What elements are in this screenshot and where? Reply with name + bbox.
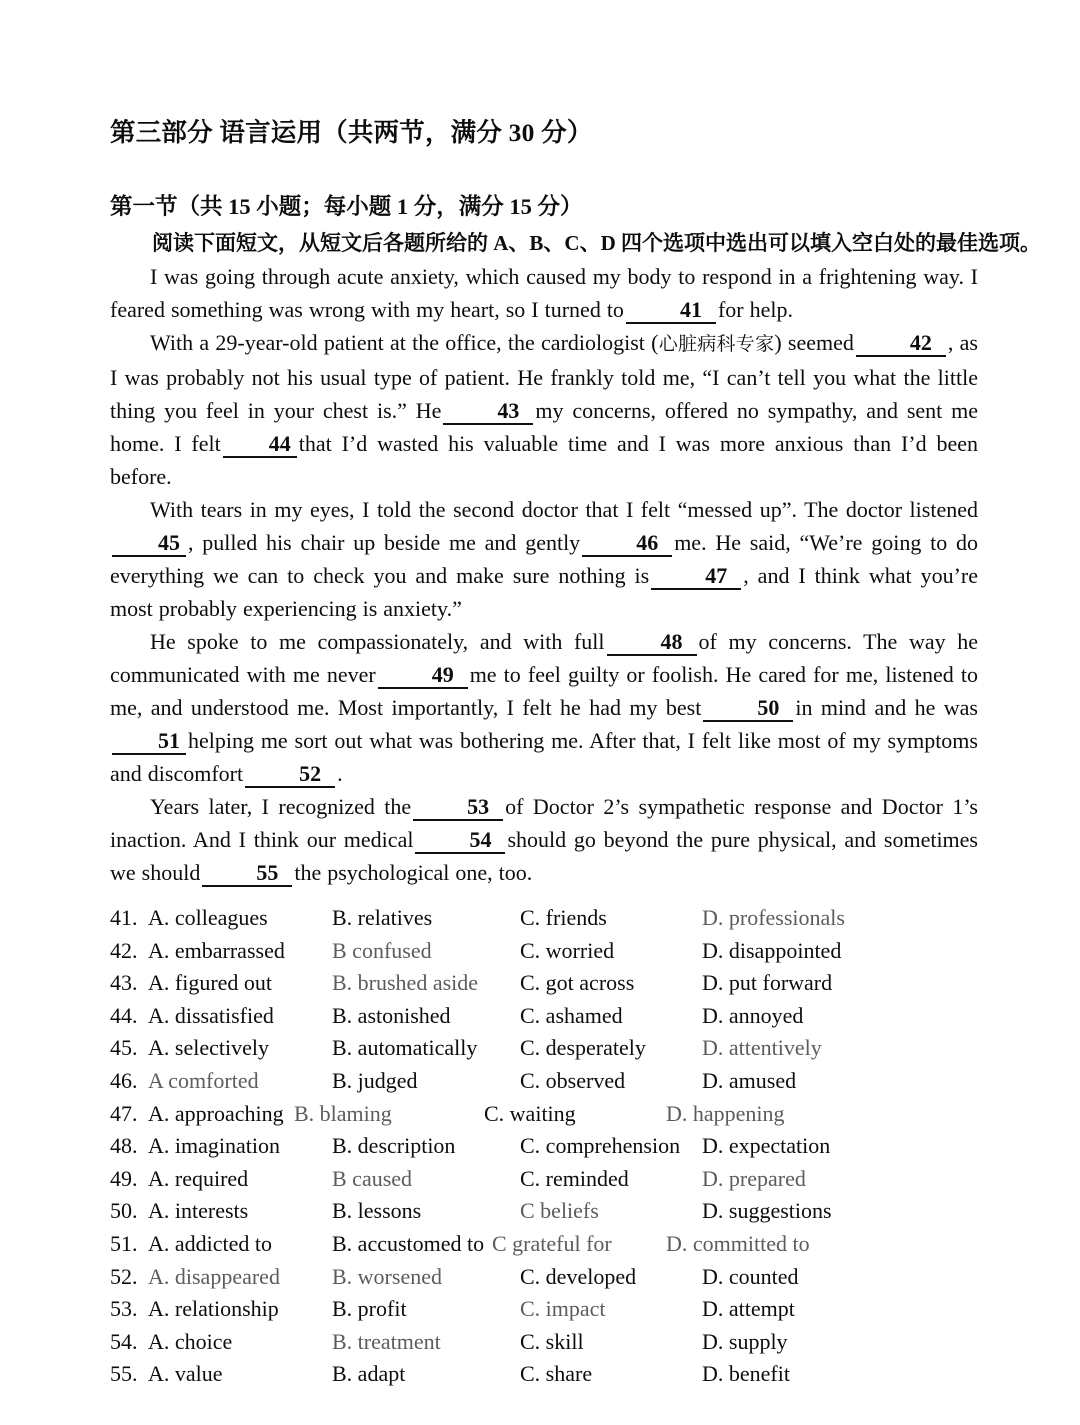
option-row bbox=[110, 1358, 978, 1391]
p2-text-d: my concerns, offered no sympathy, and sent me home. I felt bbox=[110, 398, 978, 457]
page-content bbox=[110, 118, 1041, 1391]
blank-42[interactable]: 42 bbox=[856, 331, 946, 357]
option-choice-a[interactable]: A. value bbox=[148, 1361, 223, 1387]
option-choice-a[interactable]: A. colleagues bbox=[148, 905, 268, 931]
option-choice-b[interactable]: B. adapt bbox=[332, 1361, 406, 1387]
option-number: 44. bbox=[110, 1002, 138, 1028]
blank-55[interactable]: 55 bbox=[202, 861, 292, 887]
option-choice-a[interactable]: A. disappeared bbox=[148, 1263, 280, 1289]
option-row bbox=[110, 902, 978, 935]
option-number: 51. bbox=[110, 1230, 138, 1256]
option-choice-a[interactable]: A. interests bbox=[148, 1198, 249, 1224]
option-choice-d[interactable]: D. benefit bbox=[702, 1361, 790, 1387]
option-row bbox=[110, 1098, 978, 1131]
option-choice-b[interactable]: B. blaming bbox=[294, 1100, 392, 1126]
option-number: 55. bbox=[110, 1361, 138, 1387]
option-choice-c[interactable]: C beliefs bbox=[520, 1198, 599, 1224]
option-row bbox=[110, 1130, 978, 1163]
option-choice-b[interactable]: B confused bbox=[332, 937, 432, 963]
option-choice-b[interactable]: B. accustomed to bbox=[332, 1230, 485, 1256]
option-choice-c[interactable]: C. share bbox=[520, 1361, 593, 1387]
option-choice-b[interactable]: B. astonished bbox=[332, 1002, 451, 1028]
option-choice-b[interactable]: B caused bbox=[332, 1165, 413, 1191]
option-choice-a[interactable]: A. approaching bbox=[148, 1100, 284, 1126]
option-number: 52. bbox=[110, 1263, 138, 1289]
options-list bbox=[110, 902, 978, 1391]
blank-41[interactable]: 41 bbox=[626, 298, 716, 324]
passage-paragraph-2 bbox=[110, 326, 978, 493]
option-choice-c[interactable]: C. impact bbox=[520, 1296, 606, 1322]
option-choice-d[interactable]: D. amused bbox=[702, 1068, 797, 1093]
option-choice-d[interactable]: D. supply bbox=[702, 1328, 788, 1354]
option-choice-a[interactable]: A comforted bbox=[148, 1068, 259, 1093]
option-choice-a[interactable]: A. choice bbox=[148, 1328, 233, 1354]
option-number: 49. bbox=[110, 1165, 138, 1191]
option-choice-c[interactable]: C. observed bbox=[520, 1068, 626, 1093]
option-choice-a[interactable]: A. required bbox=[148, 1165, 249, 1191]
option-number: 41. bbox=[110, 905, 138, 931]
option-choice-c[interactable]: C. friends bbox=[520, 905, 607, 931]
option-row bbox=[110, 1032, 978, 1065]
option-choice-a[interactable]: A. addicted to bbox=[148, 1230, 273, 1256]
p1-text-b: for help. bbox=[717, 297, 793, 323]
option-choice-a[interactable]: A. selectively bbox=[148, 1035, 269, 1061]
option-choice-d[interactable]: D. annoyed bbox=[702, 1002, 804, 1028]
option-choice-d[interactable]: D. put forward bbox=[702, 970, 833, 996]
p2-text-e: that I’d wasted his valuable time and I was more anxious than I’d been before. bbox=[110, 431, 978, 490]
blank-54[interactable]: 54 bbox=[415, 828, 505, 854]
passage-paragraph-1 bbox=[110, 260, 978, 326]
p3-text-a: With tears in my eyes, I told the second doctor that I felt “messed up”. The doctor listened bbox=[150, 497, 978, 523]
option-choice-d[interactable]: D. attempt bbox=[702, 1296, 795, 1322]
option-number: 46. bbox=[110, 1068, 138, 1093]
blank-49[interactable]: 49 bbox=[378, 663, 468, 689]
option-number: 43. bbox=[110, 970, 138, 996]
p4-text-f: . bbox=[337, 761, 343, 787]
p4-text-e: helping me sort out what was bothering me. After that, I felt like most of my symptoms and discomfort bbox=[110, 728, 978, 787]
p1-text-a: I was going through acute anxiety, which caused my body to respond in a frightening way. I feared something was wrong with my heart, so I turned to bbox=[110, 264, 978, 323]
option-choice-c[interactable]: C. waiting bbox=[484, 1100, 576, 1126]
option-choice-d[interactable]: D. disappointed bbox=[702, 937, 842, 963]
p3-text-d: , and I think what you’re most probably experiencing is anxiety.” bbox=[110, 563, 979, 622]
option-choice-d[interactable]: D. expectation bbox=[702, 1133, 831, 1159]
option-number: 42. bbox=[110, 937, 138, 963]
option-choice-c[interactable]: C. got across bbox=[520, 970, 635, 996]
blank-43[interactable]: 43 bbox=[443, 399, 533, 425]
p2-text-b: ) seemed bbox=[774, 330, 854, 356]
blank-47[interactable]: 47 bbox=[651, 564, 741, 590]
p4-text-c: me to feel guilty or foolish. He cared for me, listened to me, and understood me. Most importantly, I felt he had my best bbox=[110, 662, 978, 721]
option-choice-a[interactable]: A. relationship bbox=[148, 1296, 279, 1322]
option-row bbox=[110, 1261, 978, 1294]
blank-53[interactable]: 53 bbox=[413, 795, 503, 821]
option-number: 54. bbox=[110, 1328, 138, 1354]
option-choice-d[interactable]: D. professionals bbox=[702, 905, 845, 931]
p4-text-d: in mind and he was bbox=[795, 695, 978, 721]
option-choice-d[interactable]: D. attentively bbox=[702, 1035, 822, 1061]
blank-50[interactable]: 50 bbox=[703, 696, 793, 722]
option-row bbox=[110, 1195, 978, 1228]
option-row bbox=[110, 935, 978, 968]
option-row bbox=[110, 1293, 978, 1326]
option-choice-b[interactable]: B. lessons bbox=[332, 1198, 422, 1224]
p5-text-d: the psychological one, too. bbox=[294, 860, 533, 886]
option-choice-b[interactable]: B. worsened bbox=[332, 1263, 442, 1289]
option-row bbox=[110, 1000, 978, 1033]
option-row bbox=[110, 1228, 978, 1261]
option-choice-d[interactable]: D. counted bbox=[702, 1263, 799, 1289]
blank-51[interactable]: 51 bbox=[112, 729, 186, 755]
passage-paragraph-3 bbox=[110, 493, 978, 625]
passage-paragraph-4 bbox=[110, 625, 978, 790]
option-choice-c[interactable]: C. worried bbox=[520, 937, 615, 963]
section-heading: 第一节（共 15 小题；每小题 1 分，满分 15 分） bbox=[110, 193, 583, 219]
option-number: 48. bbox=[110, 1133, 138, 1159]
option-choice-a[interactable]: A. figured out bbox=[148, 970, 273, 996]
option-choice-b[interactable]: B. treatment bbox=[332, 1328, 441, 1354]
blank-45[interactable]: 45 bbox=[112, 531, 186, 557]
p5-text-a: Years later, I recognized the bbox=[150, 794, 412, 820]
option-row bbox=[110, 1326, 978, 1359]
p2-text-c: , as I was probably not his usual type of patient. He frankly told me, “I can’t tell you what the little thing you feel in your chest is.” He bbox=[110, 330, 978, 424]
p5-text-c: should go beyond the pure physical, and sometimes we should bbox=[110, 827, 978, 886]
option-choice-c[interactable]: C grateful for bbox=[492, 1230, 612, 1256]
directions-text: 阅读下面短文，从短文后各题所给的 A、B、C、D 四个选项中选出可以填入空白处的最佳选项。 bbox=[152, 230, 1041, 255]
p2-text-a: With a 29-year-old patient at the office, the cardiologist ( bbox=[150, 330, 659, 356]
option-choice-d[interactable]: D. suggestions bbox=[702, 1198, 832, 1224]
blank-44[interactable]: 44 bbox=[223, 432, 297, 458]
option-row bbox=[110, 1065, 978, 1098]
option-choice-b[interactable]: B. description bbox=[332, 1133, 456, 1159]
p3-text-b: , pulled his chair up beside me and gently bbox=[188, 530, 581, 556]
part-heading: 第三部分 语言运用（共两节，满分 30 分） bbox=[110, 118, 593, 147]
blank-46[interactable]: 46 bbox=[582, 531, 672, 557]
option-number: 45. bbox=[110, 1035, 138, 1061]
option-row bbox=[110, 967, 978, 1000]
option-choice-a[interactable]: A. embarrassed bbox=[148, 937, 285, 963]
option-choice-b[interactable]: B. judged bbox=[332, 1068, 418, 1093]
blank-52[interactable]: 52 bbox=[245, 762, 335, 788]
option-choice-c[interactable]: C. comprehension bbox=[520, 1133, 681, 1159]
option-choice-c[interactable]: C. ashamed bbox=[520, 1002, 623, 1028]
p2-chinese-gloss: 心脏病科专家 bbox=[658, 333, 775, 356]
option-choice-d[interactable]: D. prepared bbox=[702, 1165, 806, 1191]
option-choice-c[interactable]: C. reminded bbox=[520, 1165, 629, 1191]
option-row bbox=[110, 1163, 978, 1196]
option-choice-a[interactable]: A. imagination bbox=[148, 1133, 280, 1159]
option-number: 47. bbox=[110, 1100, 138, 1126]
p5-text-b: of Doctor 2’s sympathetic response and Doctor 1’s inaction. And I think our medical bbox=[110, 794, 978, 853]
option-choice-d[interactable]: D. happening bbox=[666, 1100, 785, 1126]
option-choice-c[interactable]: C. skill bbox=[520, 1328, 584, 1354]
p4-text-b: of my concerns. The way he communicated with me never bbox=[110, 629, 978, 688]
option-number: 53. bbox=[110, 1296, 138, 1322]
blank-48[interactable]: 48 bbox=[607, 630, 697, 656]
option-number: 50. bbox=[110, 1198, 138, 1224]
cloze-passage bbox=[110, 260, 978, 889]
option-choice-b[interactable]: B. automatically bbox=[332, 1035, 478, 1061]
p4-text-a: He spoke to me compassionately, and with full bbox=[150, 629, 605, 655]
option-choice-c[interactable]: C. desperately bbox=[520, 1035, 646, 1061]
option-choice-a[interactable]: A. dissatisfied bbox=[148, 1002, 274, 1028]
option-choice-c[interactable]: C. developed bbox=[520, 1263, 637, 1289]
p3-text-c: me. He said, “We’re going to do everything we can to check you and make sure nothing is bbox=[110, 530, 978, 589]
option-choice-b[interactable]: B. profit bbox=[332, 1296, 407, 1322]
passage-paragraph-5 bbox=[110, 790, 978, 889]
option-choice-d[interactable]: D. committed to bbox=[666, 1230, 810, 1256]
option-choice-b[interactable]: B. brushed aside bbox=[332, 970, 479, 996]
option-choice-b[interactable]: B. relatives bbox=[332, 905, 433, 931]
